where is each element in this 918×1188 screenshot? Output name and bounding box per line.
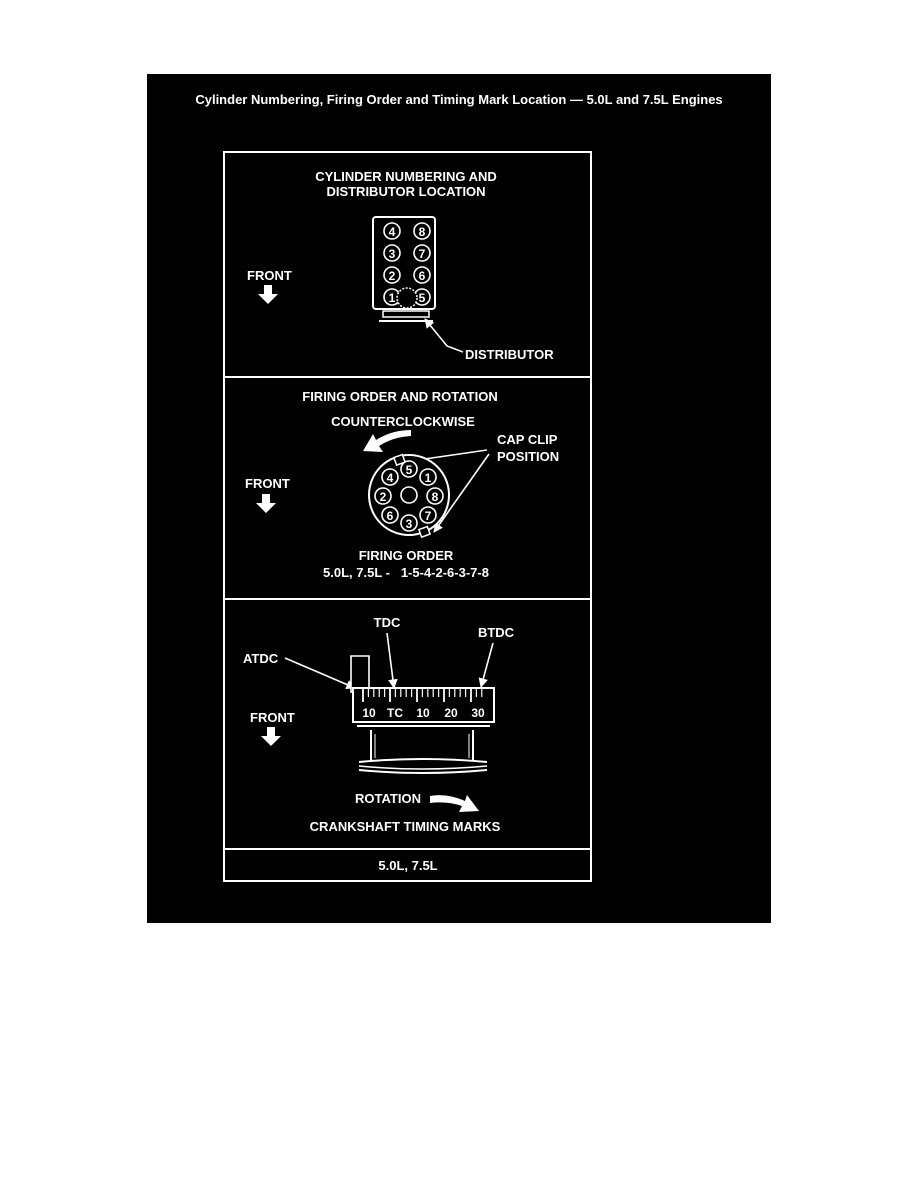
cylinder-number: 1 (388, 291, 396, 305)
panel1-heading-line1: CYLINDER NUMBERING AND (315, 169, 497, 184)
front-arrow-icon (256, 494, 276, 513)
timing-marks-caption: CRANKSHAFT TIMING MARKS (309, 819, 501, 834)
terminal-number: 1 (424, 471, 432, 485)
tdc-leader (387, 633, 394, 688)
rotation-label: ROTATION (355, 791, 421, 806)
cylinder-number: 4 (388, 225, 396, 239)
front-arrow-icon (258, 285, 278, 304)
scale-label: 20 (444, 706, 458, 720)
terminal-number: 7 (424, 509, 432, 523)
cap-clip-label-line2: POSITION (497, 449, 560, 464)
distributor-icon (397, 288, 417, 308)
diagram-figure (147, 74, 771, 923)
distributor-label: DISTRIBUTOR (465, 347, 554, 362)
engine-flange (383, 311, 429, 317)
panel2-front-label: FRONT (245, 476, 290, 491)
terminal-number: 5 (405, 463, 413, 477)
distributor-leader (425, 319, 463, 352)
firing-order-value: 5.0L, 7.5L - 1-5-4-2-6-3-7-8 (323, 565, 489, 580)
cylinder-number: 8 (418, 225, 426, 239)
panel-cylinder-numbering (247, 169, 554, 362)
panel1-heading-line2: DISTRIBUTOR LOCATION (326, 184, 486, 199)
cylinder-number: 5 (418, 291, 426, 305)
front-arrow-icon (261, 727, 281, 746)
cap-clip-label-line1: CAP CLIP (497, 432, 558, 447)
rotation-direction-label: COUNTERCLOCKWISE (331, 414, 475, 429)
scale-label: 10 (416, 706, 430, 720)
terminal-number: 4 (386, 471, 394, 485)
cap-center (401, 487, 417, 503)
atdc-leader (285, 658, 355, 688)
panel3-front-label: FRONT (250, 710, 295, 725)
panel-timing-marks (243, 615, 515, 834)
footer-label: 5.0L, 7.5L (378, 858, 438, 873)
rotation-arrow-icon (430, 795, 479, 812)
terminal-number: 6 (386, 509, 394, 523)
scale-label: TC (387, 706, 403, 720)
terminal-number: 3 (405, 517, 413, 531)
btdc-leader (481, 643, 493, 687)
scale-label: 30 (471, 706, 485, 720)
cylinder-number: 7 (418, 247, 426, 261)
atdc-label: ATDC (243, 651, 279, 666)
crankshaft-pulley (357, 726, 490, 773)
timing-pointer (351, 656, 369, 692)
cylinder-number: 3 (388, 247, 396, 261)
btdc-label: BTDC (477, 625, 515, 640)
cylinder-number: 6 (418, 269, 426, 283)
panel-firing-order (245, 389, 559, 580)
panel1-front-label: FRONT (247, 268, 292, 283)
firing-order-heading: FIRING ORDER (358, 548, 454, 563)
terminal-number: 2 (379, 490, 387, 504)
figure-title: Cylinder Numbering, Firing Order and Timing Mark Location — 5.0L and 7.5L Engines (195, 92, 723, 107)
terminal-number: 8 (431, 490, 439, 504)
panel2-heading: FIRING ORDER AND ROTATION (302, 389, 498, 404)
counterclockwise-arrow-icon (363, 430, 411, 452)
scale-label: 10 (362, 706, 376, 720)
tdc-label: TDC (373, 615, 401, 630)
cylinder-number: 2 (388, 269, 396, 283)
